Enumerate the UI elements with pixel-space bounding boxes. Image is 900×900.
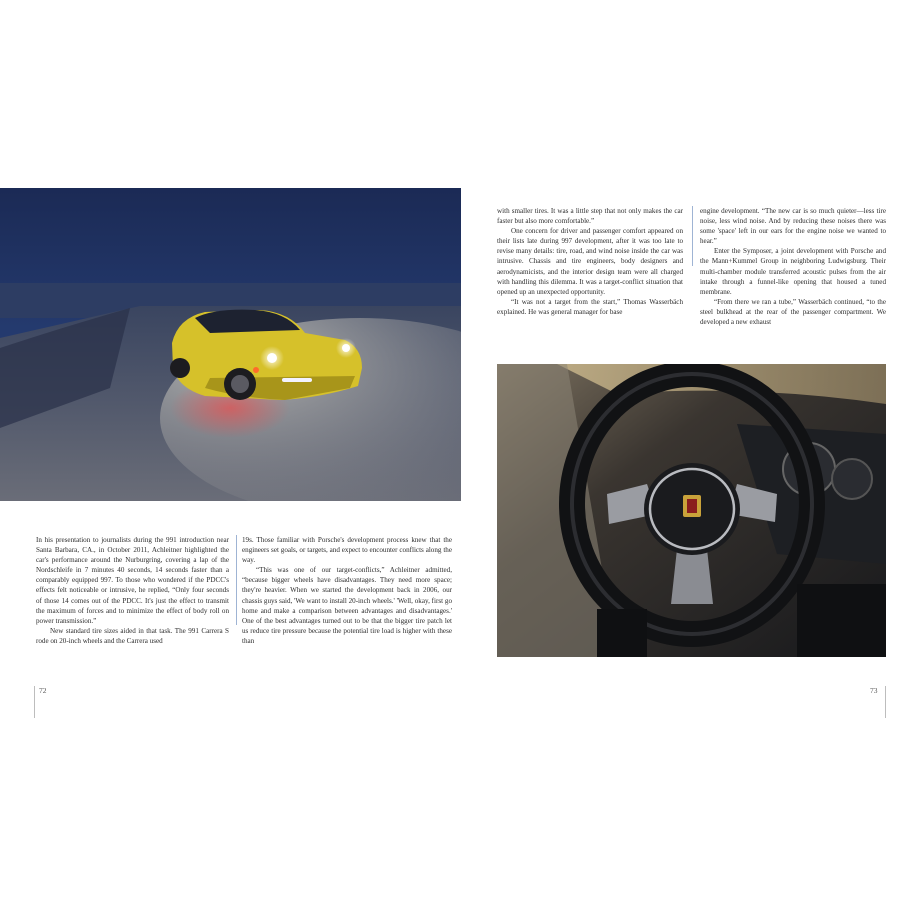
page-number-right: 73: [870, 686, 878, 695]
paragraph: “From there we ran a tube,” Wasserbäch continued, “to the steel bulkhead at the rear of the passenger compartment. We developed a new exhaust: [700, 297, 886, 327]
paragraph: New standard tire sizes aided in that task. The 991 Carrera S rode on 20-inch wheels and the Carrera used: [36, 626, 229, 645]
left-margin-rule: [34, 686, 35, 718]
paragraph: In his presentation to journalists during the 991 introduction near Santa Barbara, CA., in October 2011, Achleitner highlighted the car's performance around the Nurburgring, covering a lap of the Nordschleife in 7 minutes 40 seconds, 14 seconds faster than a comparably equipped 997. To those who wondered if the PDCC's effects felt noticeable or intrusive, he replied, “Only four seconds of those 14 comes out of the PDCC. It's just the effect to transmit the maximum of forces and to minimize the effect of body roll on power transmission.”: [36, 536, 229, 625]
paragraph: 19s. Those familiar with Porsche's development process knew that the engineers set goals, or targets, and expect to encounter conflicts along the way.: [242, 536, 452, 565]
steering-wheel-photo: [497, 364, 886, 657]
paragraph: Enter the Symposer, a joint development with Porsche and the Mann+Kummel Group in neighboring Ludwigsburg. Their multi-chamber module transferred acoustic pulses from the air intake through a funnel-like opening that housed a tuned membrane.: [700, 247, 886, 296]
paragraph: with smaller tires. It was a little step that not only makes the car faster but also more comfortable.”: [497, 207, 683, 226]
right-page-column-2: [700, 206, 886, 327]
right-margin-rule: [885, 686, 886, 718]
paragraph: One concern for driver and passenger comfort appeared on their lists late during 997 development, after it was too late to revise many details: tire, road, and wind noise inside the car was intrusive. Chassis and tire engineers, body designers and aerodynamicists, and the interior design team were all charged with handling this dilemma. It was a target-conflict situation that opened up an unexpected opportunity.: [497, 227, 683, 296]
column-rule: [236, 535, 237, 625]
left-page-column-2: [242, 535, 452, 646]
right-page-column-1: [497, 206, 683, 317]
car-night-photo: [0, 188, 461, 501]
page-number-left: 72: [39, 686, 47, 695]
left-page-column-1: [36, 535, 229, 646]
paragraph: “It was not a target from the start,” Thomas Wasserbäch explained. He was general manager for base: [497, 297, 683, 316]
paragraph: “This was one of our target-conflicts,” Achleitner admitted, “because bigger wheels have disadvantages. They need more space; they're heavier. When we started the development back in 2006, our chassis guys said, 'We want to install 20-inch wheels.' 'Well, okay, first go home and make a comparison between advantages and disadvantages.' One of the best advantages turned out to be that the bigger tire patch let us reduce tire pressure because the potential tire load is higher with these than: [242, 566, 452, 645]
column-rule: [692, 206, 693, 266]
paragraph: engine development. “The new car is so much quieter—less tire noise, less wind noise. And by reducing these noises there was some 'space' left in our ears for the engine noise we wanted to hear.”: [700, 207, 886, 246]
